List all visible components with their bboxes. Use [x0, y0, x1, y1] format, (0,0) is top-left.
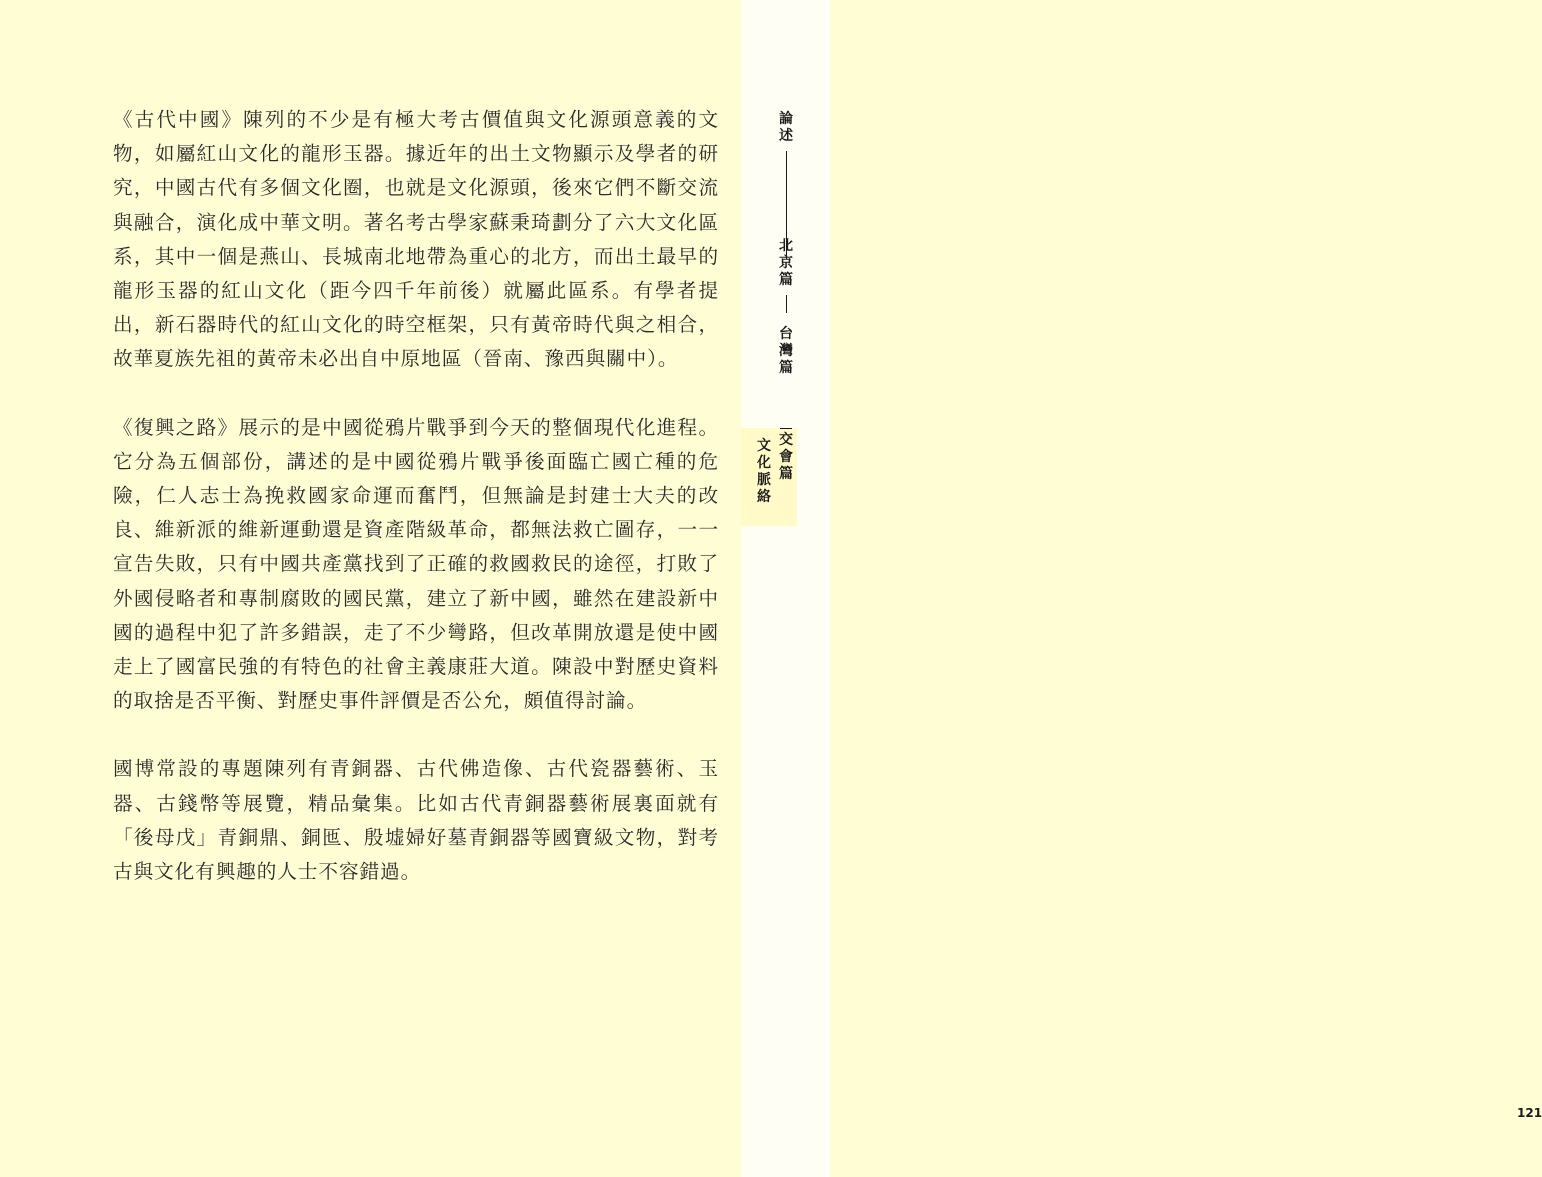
sidebar-char: 篇 [779, 272, 793, 288]
sidebar-char: 篇 [779, 360, 793, 376]
sidebar-char: 台 [779, 326, 793, 342]
sidebar-char: 論 [779, 111, 793, 127]
sidebar-sub-section-wenhua-mailuo [755, 438, 773, 506]
sidebar-divider-line [780, 428, 792, 429]
sidebar-char: 交 [779, 432, 793, 448]
paragraph-2: 《復興之路》展示的是中國從鴉片戰爭到今天的整個現代化進程。它分為五個部份，講述的是中國從鴉片戰爭後面臨亡國亡種的危險，仁人志士為挽救國家命運而奮鬥，但無論是封建士大夫的改良、維新派的維新運動還是資產階級革命，都無法救亡圖存，一一宣告失敗，只有中國共產黨找到了正確的救國救民的途徑，打敗了外國侵略者和專制腐敗的國民黨，建立了新中國，雖然在建設新中國的過程中犯了許多錯誤，走了不少彎路，但改革開放還是使中國走上了國富民強的有特色的社會主義康莊大道。陳設中對歷史資料的取捨是否平衡、對歷史事件評價是否公允，頗值得討論。 [113, 415, 719, 713]
sidebar-char: 篇 [779, 466, 793, 482]
paragraph-1: 《古代中國》陳列的不少是有極大考古價值與文化源頭意義的文物，如屬紅山文化的龍形玉器。據近年的出土文物顯示及學者的研究，中國古代有多個文化圈，也就是文化源頭，後來它們不斷交流與融合，演化成中華文明。著名考古學家蘇秉琦劃分了六大文化區系，其中一個是燕山、長城南北地帶為重心的北方，而出土最早的龍形玉器的紅山文化（距今四千年前後）就屬此區系。有學者提出，新石器時代的紅山文化的時空框架，只有黃帝時代與之相合，故華夏族先祖的黃帝未必出自中原地區（晉南、豫西與關中）。 [113, 108, 719, 371]
sidebar-char: 化 [757, 455, 771, 471]
paragraph-3: 國博常設的專題陳列有青銅器、古代佛造像、古代瓷器藝術、玉器、古錢幣等展覽，精品彙集。比如古代青銅器藝術展裏面就有「後母戊」青銅鼎、銅匜、殷墟婦好墓青銅器等國寶級文物，對考古與文化有興趣的人士不容錯過。 [113, 757, 719, 884]
section-sidebar [741, 0, 1542, 1177]
sidebar-char: 文 [757, 438, 771, 454]
sidebar-char: 京 [779, 255, 793, 271]
sidebar-char: 脈 [757, 472, 771, 488]
sidebar-char: 灣 [779, 343, 793, 359]
sidebar-char: 絡 [757, 489, 771, 505]
sidebar-char: 述 [779, 128, 793, 144]
sidebar-section-beijing [777, 238, 795, 317]
page-number: 121 [1517, 1106, 1542, 1120]
body-text [113, 103, 719, 889]
sidebar-section-taiwan [777, 326, 795, 377]
sidebar-char: 會 [779, 449, 793, 465]
sidebar-char: 北 [779, 238, 793, 254]
sidebar-divider-line [786, 295, 787, 313]
page-content-area [0, 0, 741, 1177]
sidebar-section-jiaohui [777, 428, 795, 483]
